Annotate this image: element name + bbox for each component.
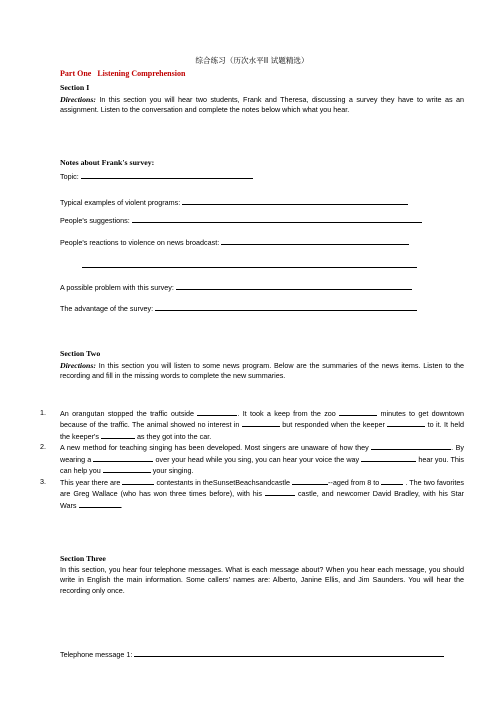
item-number: 2. [40, 442, 46, 452]
topic-label: Topic: [60, 172, 79, 181]
problem-label: A possible problem with this survey: [60, 283, 174, 292]
telephone-message-1-blank[interactable] [134, 649, 444, 657]
advantage-label: The advantage of the survey: [60, 304, 154, 313]
page-title: 综合练习（历次水平II 试题精选） [195, 56, 309, 65]
telephone-message-1-label: Telephone message 1: [60, 650, 133, 659]
suggestions-blank[interactable] [132, 215, 422, 223]
item-text: An orangutan stopped the traffic outside [60, 409, 195, 418]
reactions-blank-continued[interactable] [82, 267, 417, 268]
telephone-message-1-line [60, 649, 444, 660]
blank-3-3[interactable] [381, 477, 403, 485]
section-two-directions [60, 360, 464, 382]
section-one-heading: Section I [60, 83, 90, 92]
advantage-blank[interactable] [155, 303, 417, 311]
blank-3-1[interactable] [122, 477, 154, 485]
suggestions-label: People's suggestions: [60, 216, 130, 225]
item-text: . It took a keep from the zoo [237, 409, 336, 418]
news-item-2 [40, 442, 464, 476]
blank-1-5[interactable] [101, 431, 135, 439]
blank-3-4[interactable] [265, 488, 295, 496]
part-label: Part One [60, 69, 92, 78]
part-name: Listening Comprehension [97, 69, 186, 78]
item-text: to it. It held the keeper's [60, 420, 464, 441]
news-item-3 [40, 477, 464, 511]
directions-label: Directions: [60, 95, 96, 104]
item-text: but responded when the keeper [282, 420, 385, 430]
blank-1-4[interactable] [387, 419, 425, 427]
item-number: 3. [40, 476, 46, 486]
directions-label: Directions: [60, 361, 96, 370]
item-text: hear you. This can help you [60, 454, 465, 476]
section-three-heading: Section Three [60, 554, 106, 563]
problem-line [60, 282, 412, 293]
item-text: . The two favorites are Greg Wallace (who has won three times before), with his [60, 477, 465, 499]
advantage-line [60, 303, 417, 314]
item-text: your singing. [152, 466, 194, 476]
typical-line [60, 197, 408, 208]
typical-label: Typical examples of violent programs: [60, 198, 181, 207]
typical-blank[interactable] [182, 197, 408, 205]
item-text: castle, and newcomer David Bradley, with his Star Wars [60, 489, 464, 510]
item-text: A new method for teaching singing has been developed. Most singers are unaware of how they [60, 443, 369, 453]
blank-1-1[interactable] [197, 408, 237, 416]
blank-2-2[interactable] [93, 454, 153, 462]
news-item-1 [40, 408, 464, 442]
blank-1-3[interactable] [242, 419, 280, 427]
reactions-line [60, 237, 409, 248]
blank-3-2[interactable] [292, 477, 328, 485]
news-items-list [40, 408, 464, 511]
topic-line [60, 171, 253, 182]
section-two-heading: Section Two [60, 349, 101, 358]
topic-blank[interactable] [81, 171, 253, 179]
reactions-blank[interactable] [221, 237, 409, 245]
blank-1-2[interactable] [339, 408, 377, 416]
item-text: --aged from 8 to [328, 477, 380, 487]
section-three-text: In this section, you hear four telephone messages. What is each message about? When you hear each message, you should write in English the main information. Some callers' names are: Alberto, Janine Ellis, and Jim Saunders. You will hear the recording only once. [60, 565, 464, 595]
item-text: This year there are [60, 477, 121, 487]
directions-text: In this section you will listen to some news program. Below are the summaries of the news items. Listen to the recording and fill in the missing words to complete the new summaries. [60, 361, 464, 381]
problem-blank[interactable] [176, 282, 412, 290]
item-text: . By wearing a [60, 443, 464, 464]
item-text: over your head while you sing, you can hear your voice the way [155, 454, 360, 464]
blank-2-3[interactable] [361, 454, 416, 462]
item-text: . [120, 500, 123, 510]
item-number: 1. [40, 408, 46, 417]
suggestions-line [60, 215, 422, 226]
notes-heading: Notes about Frank's survey: [60, 158, 155, 167]
item-text: contestants in theSunsetBeachsandcastle [156, 477, 290, 487]
reactions-label: People's reactions to violence on news broadcast: [60, 238, 220, 247]
directions-text: In this section you will hear two students, Frank and Theresa, discussing a survey they have to write as an assignment. Listen to the conversation and complete the notes below which what you hear. [60, 95, 464, 115]
blank-2-1[interactable] [371, 442, 451, 450]
part-one-heading [60, 68, 191, 80]
blank-2-4[interactable] [103, 465, 151, 473]
item-text: minutes to get downtown because of the traffic. The animal showed no interest in [60, 409, 465, 430]
blank-3-5[interactable] [79, 500, 121, 508]
section-one-directions [60, 94, 464, 116]
item-text: as they got into the car. [136, 431, 212, 441]
